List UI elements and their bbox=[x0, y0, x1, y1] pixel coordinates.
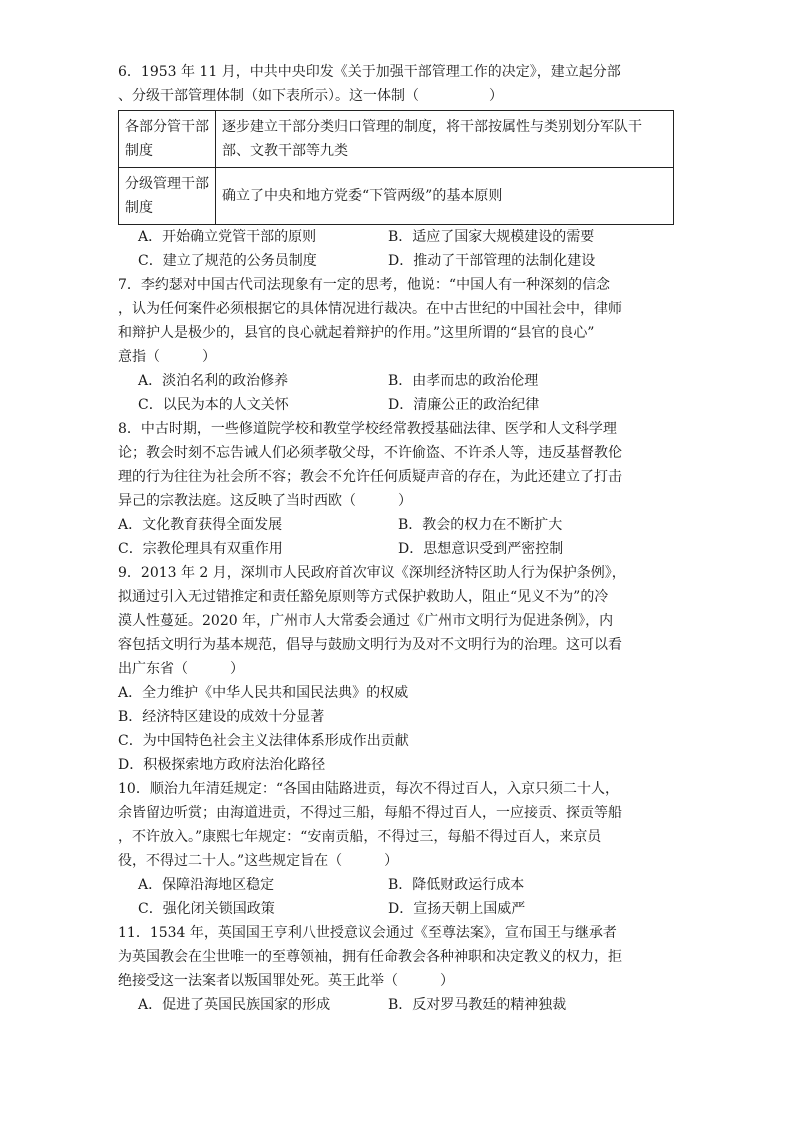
question-stem-line: 和辩护人是极少的，县官的良心就起着辩护的作用。”这里所谓的“县官的良心” bbox=[118, 325, 595, 341]
question-stem-line: 漠人性蔓延。2020 年，广州市人大常委会通过《广州市文明行为促进条例》，内 bbox=[118, 613, 614, 629]
option-row bbox=[118, 249, 678, 273]
question-stem-line: 役，不得过二十人。”这些规定旨在（ ） bbox=[118, 853, 399, 869]
table-row bbox=[119, 168, 674, 225]
option-c[interactable]: C．宗教伦理具有双重作用 bbox=[118, 541, 283, 557]
table-cell-head: 各部分管干部制度 bbox=[119, 111, 216, 168]
question-stem-line: ，不许放入。”康熙七年规定：“安南贡船，不得过三，每船不得过百人，来京员 bbox=[118, 829, 602, 845]
option-row bbox=[118, 513, 678, 537]
question-6 bbox=[118, 60, 678, 273]
option-b[interactable]: B．教会的权力在不断扩大 bbox=[398, 517, 563, 533]
table-cell-head: 分级管理干部制度 bbox=[119, 168, 216, 225]
option-b[interactable]: B．反对罗马教廷的精神独裁 bbox=[388, 997, 567, 1013]
option-row bbox=[118, 369, 678, 393]
question-stem-line: 出广东省（ ） bbox=[118, 661, 244, 677]
option-row bbox=[118, 873, 678, 897]
option-b[interactable]: B．经济特区建设的成效十分显著 bbox=[118, 709, 325, 725]
option-d[interactable]: D．清廉公正的政治纪律 bbox=[388, 397, 540, 413]
question-stem-line: 拟通过引入无过错推定和责任豁免原则等方式保护救助人，阻止“见义不为”的冷 bbox=[118, 589, 609, 605]
option-c[interactable]: C．强化闭关锁国政策 bbox=[138, 901, 275, 917]
question-stem-line: 异己的宗教法庭。这反映了当时西欧（ ） bbox=[118, 493, 412, 509]
option-b[interactable]: B．适应了国家大规模建设的需要 bbox=[388, 229, 595, 245]
question-10 bbox=[118, 777, 678, 921]
option-row bbox=[118, 537, 678, 561]
option-row bbox=[118, 225, 678, 249]
option-d[interactable]: D．积极探索地方政府法治化路径 bbox=[118, 757, 326, 773]
question-stem-line: 、分级干部管理体制（如下表所示）。这一体制（ ） bbox=[118, 88, 503, 104]
question-stem-line: 论；教会时刻不忘告诫人们必须孝敬父母，不许偷盗、不许杀人等，违反基督教伦 bbox=[118, 445, 622, 461]
question-stem-line: 6．1953 年 11 月，中共中央印发《关于加强干部管理工作的决定》，建立起分部 bbox=[118, 64, 621, 80]
option-a[interactable]: A．促进了英国民族国家的形成 bbox=[138, 997, 331, 1013]
option-row bbox=[118, 393, 678, 417]
option-a[interactable]: A．文化教育获得全面发展 bbox=[118, 517, 283, 533]
option-a[interactable]: A．开始确立党管干部的原则 bbox=[138, 229, 317, 245]
question-stem-line: 容包括文明行为基本规范，倡导与鼓励文明行为及对不文明行为的治理。这可以看 bbox=[118, 637, 622, 653]
question-stem-line: 余皆留边听赏；由海道进贡，不得过三船，每船不得过百人，一应接贡、探贡等船 bbox=[118, 805, 622, 821]
option-a[interactable]: A．全力维护《中华人民共和国民法典》的权威 bbox=[118, 685, 409, 701]
question-11 bbox=[118, 921, 678, 1017]
question-stem-line: 9．2013 年 2 月，深圳市人民政府首次审议《深圳经济特区助人行为保护条例》， bbox=[118, 565, 626, 581]
option-a[interactable]: A．淡泊名利的政治修养 bbox=[138, 373, 289, 389]
option-row bbox=[118, 993, 678, 1017]
question-stem-line: 7．李约瑟对中国古代司法现象有一定的思考，他说：“中国人有一种深刻的信念 bbox=[118, 277, 611, 293]
table-cell-body: 确立了中央和地方党委“下管两级”的基本原则 bbox=[216, 168, 674, 225]
option-b[interactable]: B．由孝而忠的政治伦理 bbox=[388, 373, 539, 389]
question-stem-line: 绝接受这一法案者以叛国罪处死。英王此举（ ） bbox=[118, 973, 454, 989]
question-7 bbox=[118, 273, 678, 417]
option-d[interactable]: D．思想意识受到严密控制 bbox=[398, 541, 564, 557]
question-8 bbox=[118, 417, 678, 561]
option-d[interactable]: D．推动了干部管理的法制化建设 bbox=[388, 253, 596, 269]
question-stem-line: 意指（ ） bbox=[118, 349, 216, 365]
table-cell-body: 逐步建立干部分类归口管理的制度，将干部按属性与类别划分军队干部、文教干部等九类 bbox=[216, 111, 674, 168]
question-stem-line: 理的行为往往为社会所不容；教会不允许任何质疑声音的存在，为此还建立了打击 bbox=[118, 469, 622, 485]
question-stem-line: 10．顺治九年清廷规定：“各国由陆路进贡，每次不得过百人，入京只须二十人， bbox=[118, 781, 619, 797]
table-row bbox=[119, 111, 674, 168]
question-stem-line: 8．中古时期，一些修道院学校和教堂学校经常教授基础法律、医学和人文科学理 bbox=[118, 421, 617, 437]
question-stem-line: 11．1534 年，英国国王亨利八世授意议会通过《至尊法案》，宣布国王与继承者 bbox=[118, 925, 617, 941]
question-stem-line: ，认为任何案件必须根据它的具体情况进行裁决。在中古世纪的中国社会中，律师 bbox=[118, 301, 622, 317]
option-row bbox=[118, 897, 678, 921]
question-9 bbox=[118, 561, 678, 777]
option-a[interactable]: A．保障沿海地区稳定 bbox=[138, 877, 275, 893]
question-stem-line: 为英国教会在尘世唯一的至尊领袖，拥有任命教会各种神职和决定教义的权力，拒 bbox=[118, 949, 622, 965]
exam-page bbox=[118, 60, 678, 1017]
option-c[interactable]: C．以民为本的人文关怀 bbox=[138, 397, 289, 413]
option-b[interactable]: B．降低财政运行成本 bbox=[388, 877, 525, 893]
option-c[interactable]: C．建立了规范的公务员制度 bbox=[138, 253, 317, 269]
option-d[interactable]: D．宣扬天朝上国威严 bbox=[388, 901, 526, 917]
system-table bbox=[118, 110, 674, 225]
option-c[interactable]: C．为中国特色社会主义法律体系形成作出贡献 bbox=[118, 733, 409, 749]
